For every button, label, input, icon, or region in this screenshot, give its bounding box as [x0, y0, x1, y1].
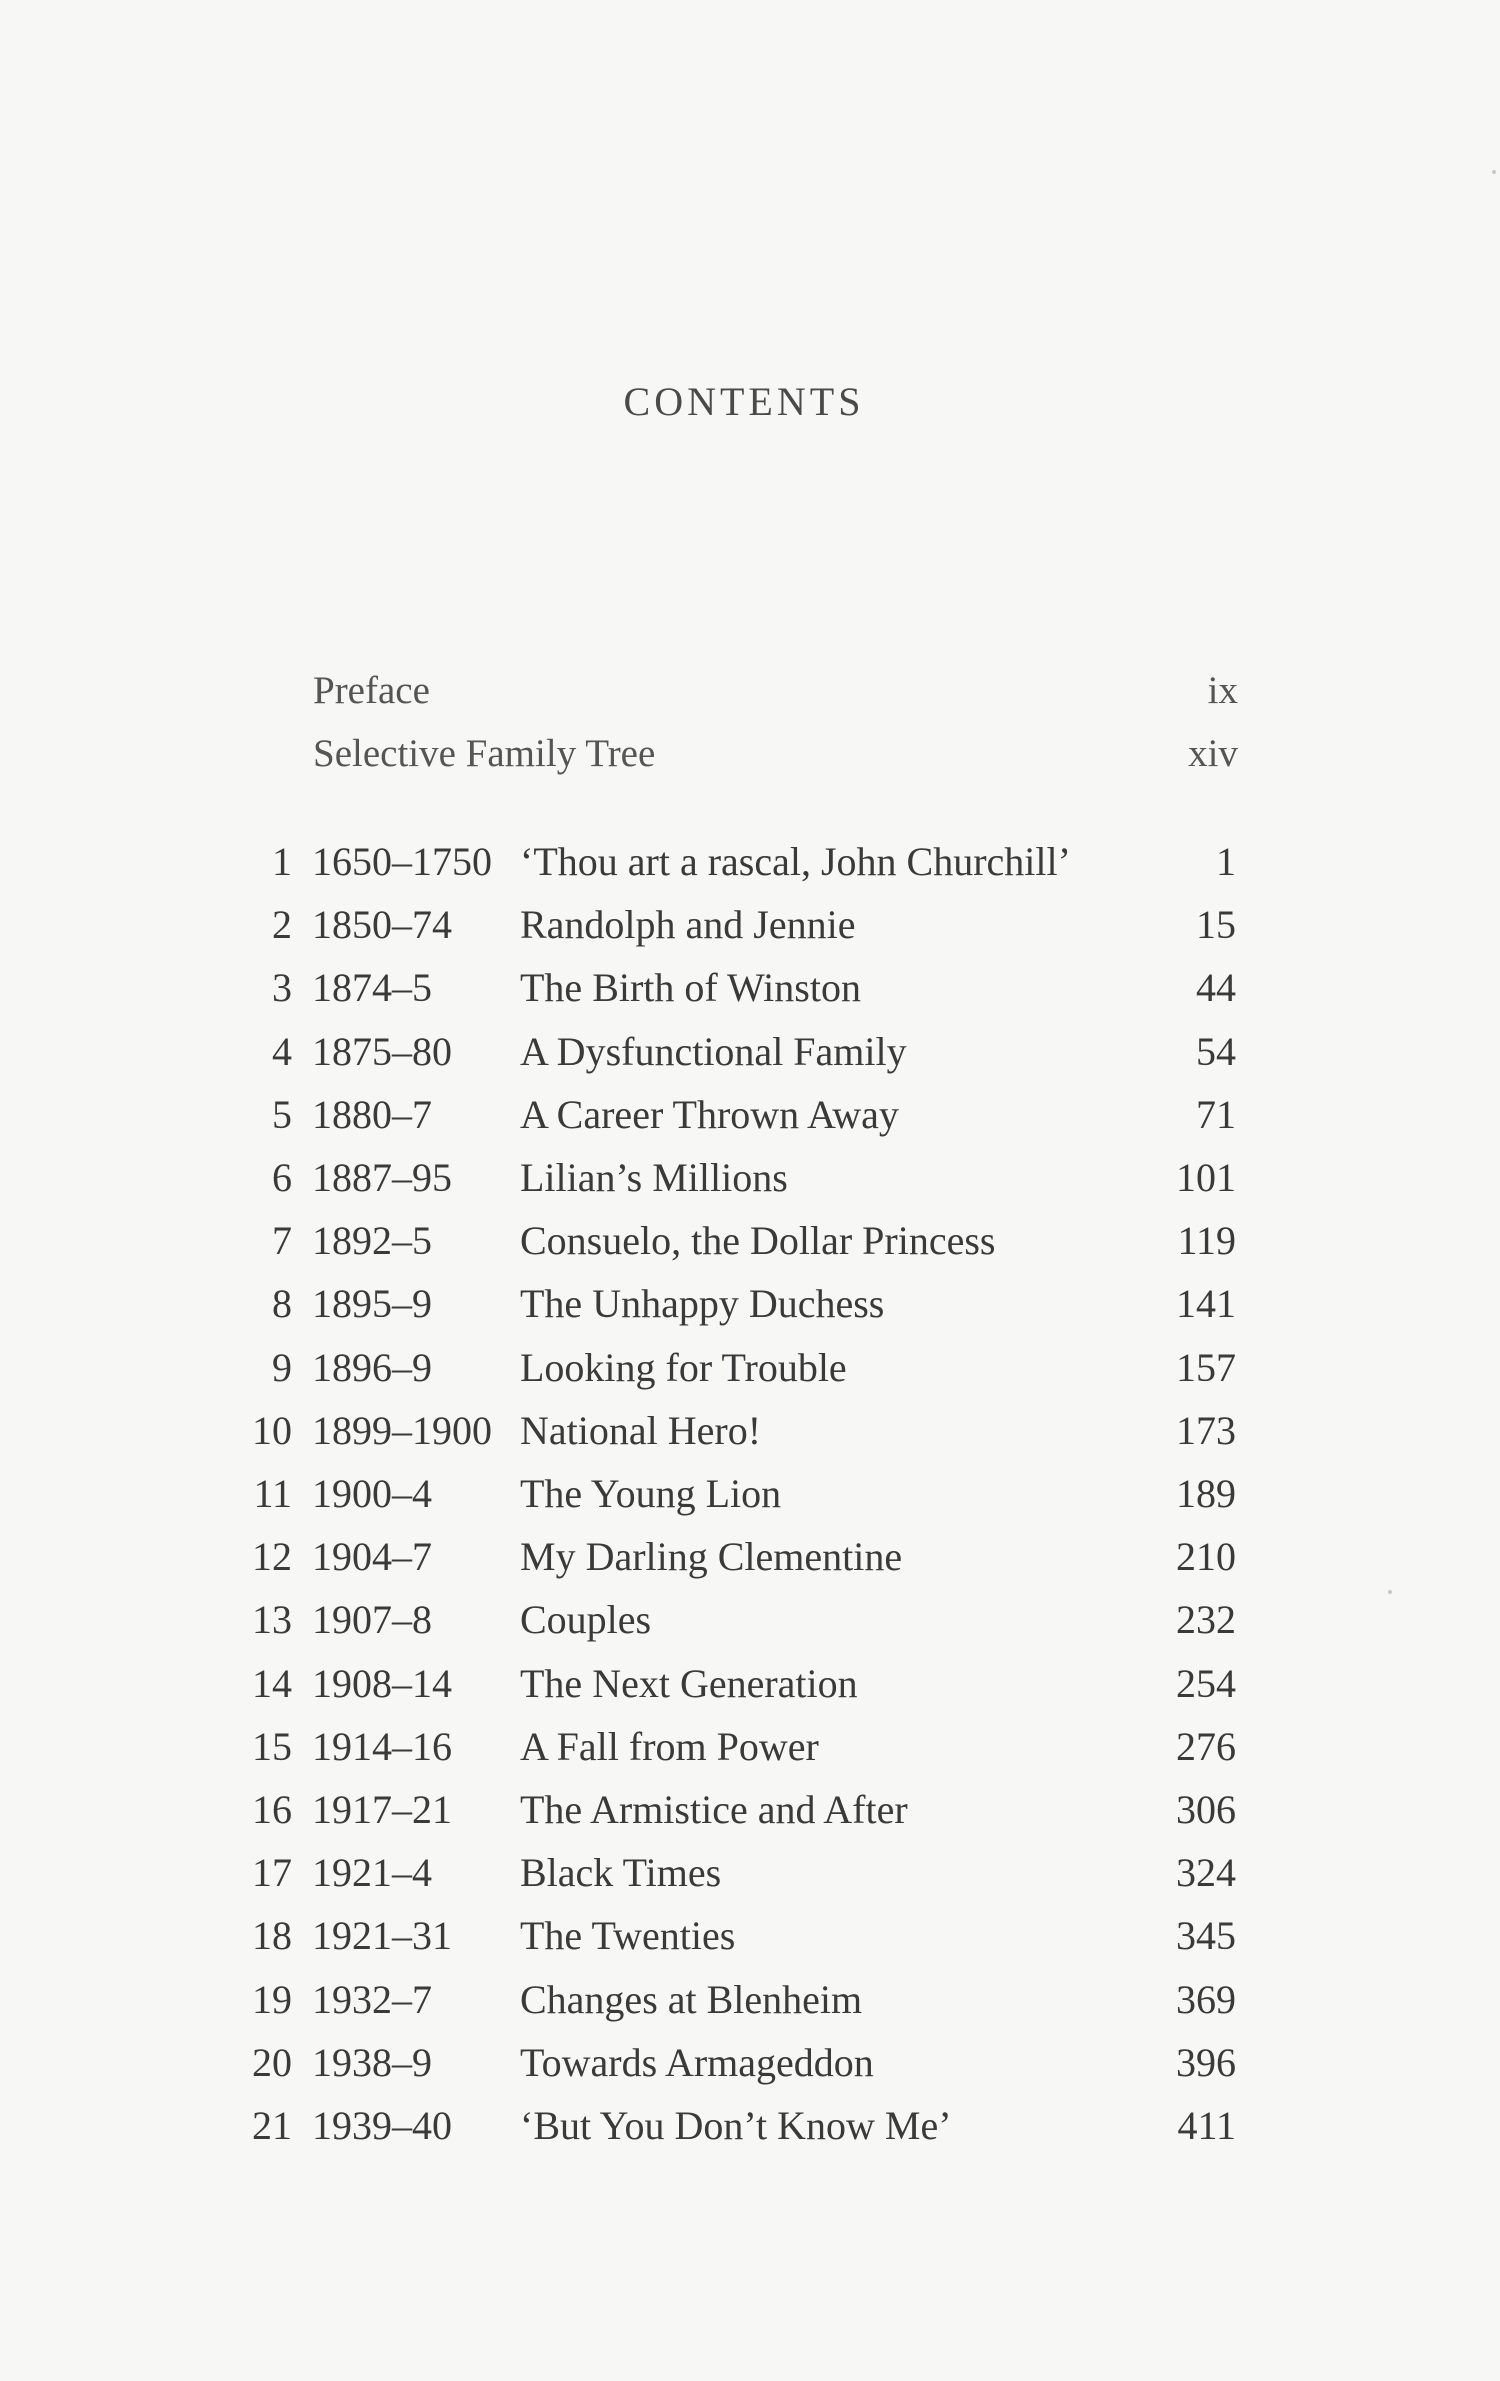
chapter-row	[0, 1596, 1500, 1652]
chapter-row	[0, 1470, 1500, 1526]
front-matter-item	[313, 731, 1238, 781]
chapter-title: A Dysfunctional Family	[520, 1028, 907, 1074]
chapter-number: 15	[252, 1723, 292, 1769]
chapter-row	[0, 1091, 1500, 1147]
chapter-years: 1914–16	[312, 1723, 452, 1769]
chapter-page: 71	[1196, 1091, 1236, 1137]
chapter-page: 411	[1177, 2103, 1236, 2148]
chapter-page: 44	[1196, 965, 1236, 1011]
chapter-years: 1917–21	[312, 1787, 452, 1832]
chapter-page: 157	[1176, 1344, 1236, 1390]
chapter-title: The Twenties	[520, 1913, 736, 1959]
front-matter-item	[313, 668, 1238, 718]
chapter-title: The Armistice and After	[520, 1787, 908, 1832]
chapter-years: 1850–74	[312, 902, 452, 948]
chapter-title: A Fall from Power	[520, 1723, 819, 1769]
chapter-row	[0, 1154, 1500, 1210]
chapter-number: 18	[252, 1913, 292, 1959]
chapter-page: 15	[1196, 902, 1236, 948]
chapter-years: 1900–4	[312, 1471, 432, 1516]
chapter-title: A Career Thrown Away	[520, 1091, 899, 1137]
chapter-page: 254	[1176, 1660, 1236, 1706]
chapter-title: Changes at Blenheim	[520, 1976, 863, 2022]
chapter-page: 1	[1216, 839, 1236, 884]
chapter-number: 19	[252, 1976, 292, 2022]
chapter-number: 9	[272, 1344, 292, 1390]
chapter-row	[0, 1028, 1500, 1084]
chapter-page: 324	[1176, 1850, 1236, 1896]
chapter-number: 16	[252, 1787, 292, 1832]
chapter-years: 1892–5	[312, 1218, 432, 1264]
chapter-page: 306	[1176, 1787, 1236, 1832]
chapter-row	[0, 901, 1500, 957]
chapter-title: The Unhappy Duchess	[520, 1281, 885, 1327]
chapter-years: 1896–9	[312, 1344, 432, 1390]
chapter-page: 345	[1176, 1913, 1236, 1959]
chapter-row	[0, 1723, 1500, 1779]
chapter-number: 12	[252, 1534, 292, 1580]
chapter-page: 54	[1196, 1028, 1236, 1074]
chapter-row	[0, 1533, 1500, 1589]
front-matter-label: Selective Family Tree	[313, 732, 656, 775]
chapter-page: 141	[1176, 1281, 1236, 1327]
chapter-number: 7	[272, 1218, 292, 1264]
chapter-years: 1921–31	[312, 1913, 452, 1959]
front-matter-label: Preface	[313, 669, 430, 712]
chapter-years: 1874–5	[312, 965, 432, 1011]
chapter-row	[0, 1912, 1500, 1968]
chapter-row	[0, 1849, 1500, 1905]
chapter-title: Consuelo, the Dollar Princess	[520, 1218, 996, 1264]
paper-speck	[1388, 1590, 1392, 1594]
chapter-number: 1	[272, 839, 292, 884]
chapter-years: 1875–80	[312, 1028, 452, 1074]
chapter-number: 5	[272, 1091, 292, 1137]
chapter-row	[0, 1786, 1500, 1842]
chapter-title: The Next Generation	[520, 1660, 858, 1706]
chapter-row	[0, 964, 1500, 1020]
chapter-number: 8	[272, 1281, 292, 1327]
chapter-years: 1908–14	[312, 1660, 452, 1706]
front-matter-page: xiv	[1188, 732, 1238, 775]
chapter-page: 369	[1176, 1976, 1236, 2022]
chapter-row	[0, 1660, 1500, 1716]
chapter-row	[0, 1217, 1500, 1273]
chapter-number: 4	[272, 1028, 292, 1074]
chapter-page: 232	[1176, 1597, 1236, 1643]
chapter-title: My Darling Clementine	[520, 1534, 903, 1580]
chapter-title: Towards Armageddon	[520, 2039, 874, 2085]
chapter-row	[0, 2039, 1500, 2095]
chapter-page: 396	[1176, 2039, 1236, 2085]
chapter-years: 1932–7	[312, 1976, 432, 2022]
chapter-years: 1887–95	[312, 1155, 452, 1200]
chapter-number: 3	[272, 965, 292, 1011]
chapter-number: 10	[252, 1407, 292, 1453]
chapter-page: 276	[1176, 1723, 1236, 1769]
chapter-number: 2	[272, 902, 292, 948]
chapter-row	[0, 1280, 1500, 1336]
chapter-title: The Young Lion	[520, 1471, 782, 1516]
chapter-row	[0, 2102, 1500, 2158]
chapter-title: Looking for Trouble	[520, 1344, 847, 1390]
chapter-years: 1907–8	[312, 1597, 432, 1643]
chapter-years: 1921–4	[312, 1850, 432, 1896]
front-matter-page: ix	[1207, 669, 1238, 712]
chapter-years: 1938–9	[312, 2039, 432, 2085]
chapter-title: ‘But You Don’t Know Me’	[520, 2103, 952, 2148]
paper-speck	[1492, 170, 1496, 174]
chapter-row	[0, 838, 1500, 894]
chapter-row	[0, 1344, 1500, 1400]
chapter-title: Black Times	[520, 1850, 722, 1896]
chapter-number: 17	[252, 1850, 292, 1896]
chapter-number: 21	[252, 2103, 292, 2148]
chapter-page: 119	[1177, 1218, 1236, 1264]
chapter-row	[0, 1976, 1500, 2032]
chapter-title: ‘Thou art a rascal, John Churchill’	[520, 839, 1071, 884]
chapter-page: 173	[1176, 1407, 1236, 1453]
chapter-number: 20	[252, 2039, 292, 2085]
chapter-number: 6	[272, 1155, 292, 1200]
chapter-title: Randolph and Jennie	[520, 902, 856, 948]
chapter-number: 11	[253, 1471, 292, 1516]
chapter-page: 210	[1176, 1534, 1236, 1580]
chapter-years: 1650–1750	[312, 839, 492, 884]
chapter-title: Lilian’s Millions	[520, 1155, 788, 1200]
chapter-years: 1880–7	[312, 1091, 432, 1137]
chapter-title: The Birth of Winston	[520, 965, 861, 1011]
chapter-years: 1904–7	[312, 1534, 432, 1580]
chapter-years: 1895–9	[312, 1281, 432, 1327]
chapter-row	[0, 1407, 1500, 1463]
chapter-title: Couples	[520, 1597, 652, 1643]
chapter-years: 1939–40	[312, 2103, 452, 2148]
chapter-page: 189	[1176, 1471, 1236, 1516]
chapter-years: 1899–1900	[312, 1407, 492, 1453]
chapter-title: National Hero!	[520, 1407, 762, 1453]
chapter-page: 101	[1176, 1155, 1236, 1200]
page-title: CONTENTS	[623, 379, 865, 424]
chapter-number: 14	[252, 1660, 292, 1706]
chapter-number: 13	[252, 1597, 292, 1643]
